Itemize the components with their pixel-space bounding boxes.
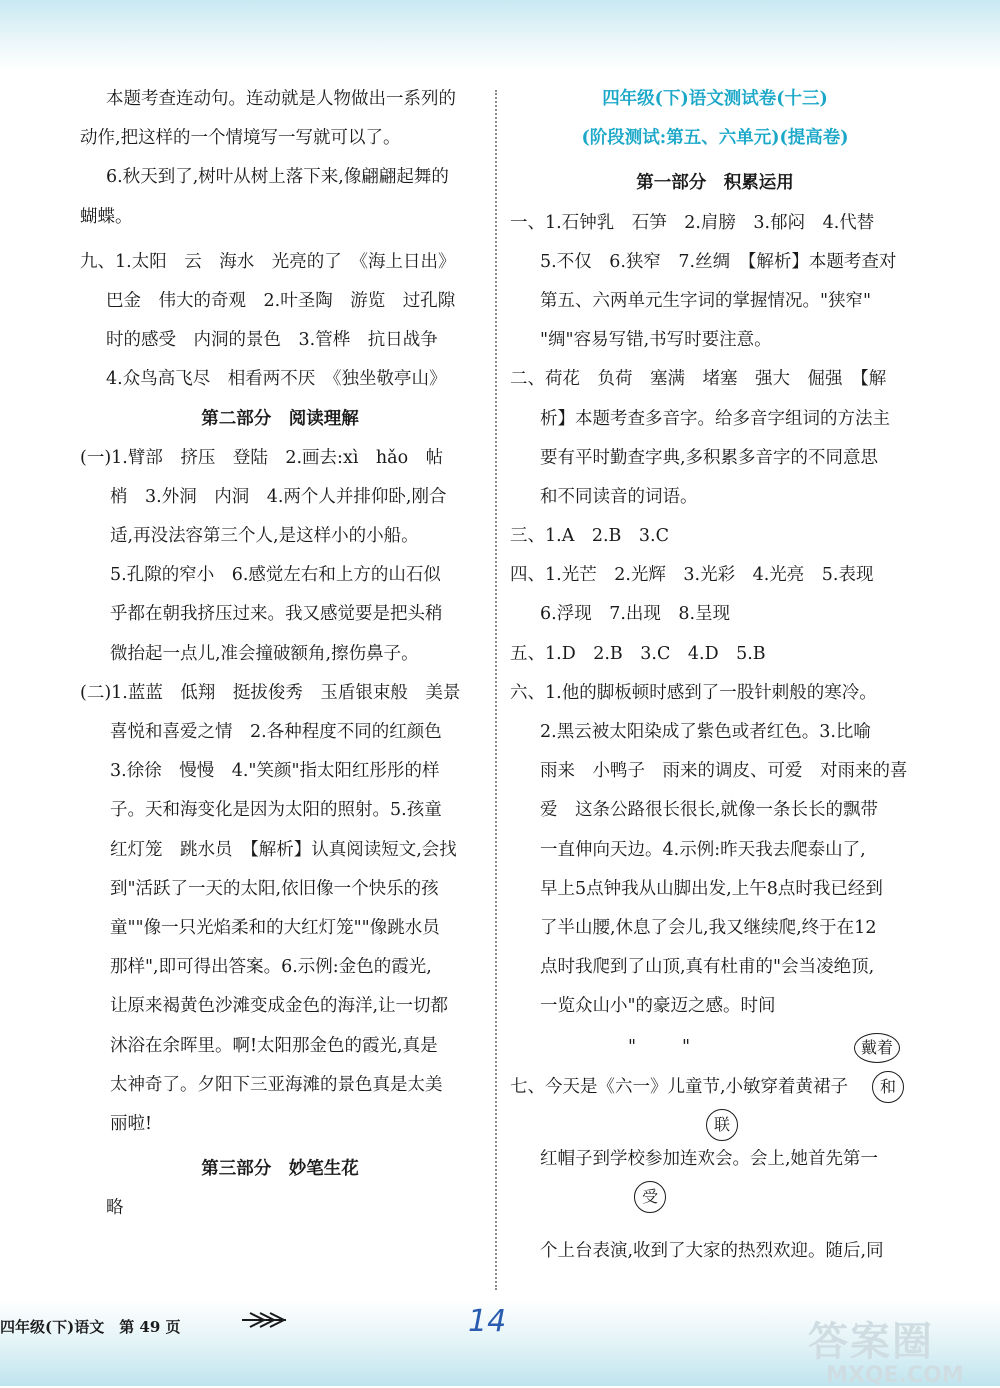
text-line: 红灯笼 跳水员 【解析】认真阅读短文,会找 <box>110 839 457 860</box>
text-line: 梢 3.外洞 内洞 4.两个人并排仰卧,刚合 <box>110 486 447 507</box>
text-line: 太神奇了。夕阳下三亚海滩的景色真是太美 <box>110 1074 443 1095</box>
text-line: "绸"容易写错,书写时要注意。 <box>540 330 772 351</box>
watermark-url: MXQE.COM <box>826 1363 964 1388</box>
text-line: 了半山腰,休息了会儿,我又继续爬,终于在12 <box>540 917 877 938</box>
text-line: 微抬起一点儿,准会撞破额角,擦伤鼻子。 <box>110 643 419 664</box>
section-title-part1: 第一部分 积累运用 <box>636 173 794 194</box>
handwritten-page-number: 14 <box>468 1304 507 1339</box>
text-line: 沐浴在余晖里。啊!太阳那金色的霞光,真是 <box>110 1035 438 1056</box>
arrow-decoration-icon <box>240 1310 290 1330</box>
watermark-title: 答案圈 <box>808 1319 934 1365</box>
text-line: 适,再没法容第三个人,是这样小的小船。 <box>110 526 419 547</box>
text-line: 九、1.太阳 云 海水 光亮的了 《海上日出》 <box>80 251 456 272</box>
text-line: 早上5点钟我从山脚出发,上午8点时我已经到 <box>540 878 883 899</box>
text-line: 一、1.石钟乳 石笋 2.肩膀 3.郁闷 4.代替 <box>510 212 875 233</box>
text-line: 一览众山小"的豪迈之感。时间 <box>540 996 776 1017</box>
text-line: 七、今天是《六一》儿童节,小敏穿着黄裙子 <box>510 1076 849 1097</box>
text-line: 和不同读音的词语。 <box>540 486 698 507</box>
inserted-word: 和 <box>872 1071 904 1103</box>
inserted-mark: " <box>628 1036 637 1057</box>
text-line: 让原来褐黄色沙滩变成金色的海洋,让一切都 <box>110 996 449 1017</box>
text-line: 到"活跃了一天的太阳,依旧像一个快乐的孩 <box>110 878 439 899</box>
text-line: 雨来 小鸭子 雨来的调皮、可爱 对雨来的喜 <box>540 761 908 782</box>
text-line: 5.不仅 6.狭窄 7.丝绸 【解析】本题考查对 <box>540 251 897 272</box>
text-line: 3.徐徐 慢慢 4."笑颜"指太阳红彤彤的样 <box>110 761 440 782</box>
text-line: 子。天和海变化是因为太阳的照射。5.孩童 <box>110 800 442 821</box>
section-title-part2: 第二部分 阅读理解 <box>201 408 359 429</box>
inserted-word: 联 <box>706 1109 738 1141</box>
test-title: 四年级(下)语文测试卷(十三) <box>602 89 828 109</box>
text-line: 析】本题考查多音字。给多音字组词的方法主 <box>540 408 890 429</box>
watermark <box>808 1310 964 1388</box>
section-title-part3: 第三部分 妙笔生花 <box>201 1159 359 1180</box>
text-line: 喜悦和喜爱之情 2.各种程度不同的红颜色 <box>110 722 442 742</box>
text-line: 时的感受 内洞的景色 3.管桦 抗日战争 <box>106 330 438 351</box>
text-line: (一)1.臂部 挤压 登陆 2.画去:xì hǎo 帖 <box>80 447 444 468</box>
text-line: 童""像一只光焰柔和的大红灯笼""像跳水员 <box>110 917 440 938</box>
text-line: 爱 这条公路很长很长,就像一条长长的飘带 <box>540 800 879 821</box>
text-line: 略 <box>106 1198 124 1219</box>
text-line: 丽啦! <box>110 1113 153 1134</box>
test-subtitle: (阶段测试:第五、六单元)(提高卷) <box>581 128 849 149</box>
text-line: 那样",即可得出答案。6.示例:金色的霞光, <box>110 957 432 978</box>
text-line: 6.浮现 7.出现 8.呈现 <box>540 604 731 625</box>
left-column <box>80 80 480 1228</box>
text-line: 5.孔隙的窄小 6.感觉左右和上方的山石似 <box>110 565 441 586</box>
text-line: 五、1.D 2.B 3.C 4.D 5.B <box>510 643 766 664</box>
text-line: 个上台表演,收到了大家的热烈欢迎。随后,同 <box>540 1241 884 1261</box>
text-line: 点时我爬到了山顶,真有杜甫的"会当凌绝顶, <box>540 957 875 978</box>
right-column <box>510 80 920 1227</box>
text-line: 第五、六两单元生字词的掌握情况。"狭窄" <box>540 290 872 311</box>
text-line: 蝴蝶。 <box>80 206 133 227</box>
top-decorative-band <box>0 0 1000 70</box>
text-line: (二)1.蓝蓝 低翔 挺拔俊秀 玉盾银束般 美景 <box>80 682 461 703</box>
text-line: 2.黑云被太阳染成了紫色或者红色。3.比喻 <box>540 722 871 742</box>
inserted-mark: " <box>682 1036 691 1057</box>
text-line: 4.众鸟高飞尽 相看两不厌 《独坐敬亭山》 <box>106 369 447 390</box>
text-line: 三、1.A 2.B 3.C <box>510 526 669 547</box>
inserted-word: 戴着 <box>854 1033 900 1063</box>
page-footer-label: 四年级(下)语文 第 49 页 <box>0 1318 181 1336</box>
question-7-editing <box>510 1027 920 1227</box>
text-line: 6.秋天到了,树叶从树上落下来,像翩翩起舞的 <box>106 167 449 188</box>
inserted-word: 受 <box>634 1181 666 1213</box>
text-line: 巴金 伟大的奇观 2.叶圣陶 游览 过孔隙 <box>106 290 456 311</box>
column-divider <box>495 90 497 1290</box>
text-line: 二、荷花 负荷 塞满 堵塞 强大 倔强 【解 <box>510 369 887 390</box>
text-line: 动作,把这样的一个情境写一写就可以了。 <box>80 128 401 149</box>
text-line: 要有平时勤查字典,多积累多音字的不同意思 <box>540 447 879 468</box>
text-line: 四、1.光芒 2.光辉 3.光彩 4.光亮 5.表现 <box>510 565 874 586</box>
text-line: 乎都在朝我挤压过来。我又感觉要是把头稍 <box>110 604 443 625</box>
text-line: 红帽子到学校参加连欢会。会上,她首先第一 <box>540 1148 879 1169</box>
text-line: 一直伸向天边。4.示例:昨天我去爬泰山了, <box>540 839 866 860</box>
text-line: 本题考查连动句。连动就是人物做出一系列的 <box>106 89 456 109</box>
text-line: 六、1.他的脚板顿时感到了一股针刺般的寒冷。 <box>510 682 877 703</box>
